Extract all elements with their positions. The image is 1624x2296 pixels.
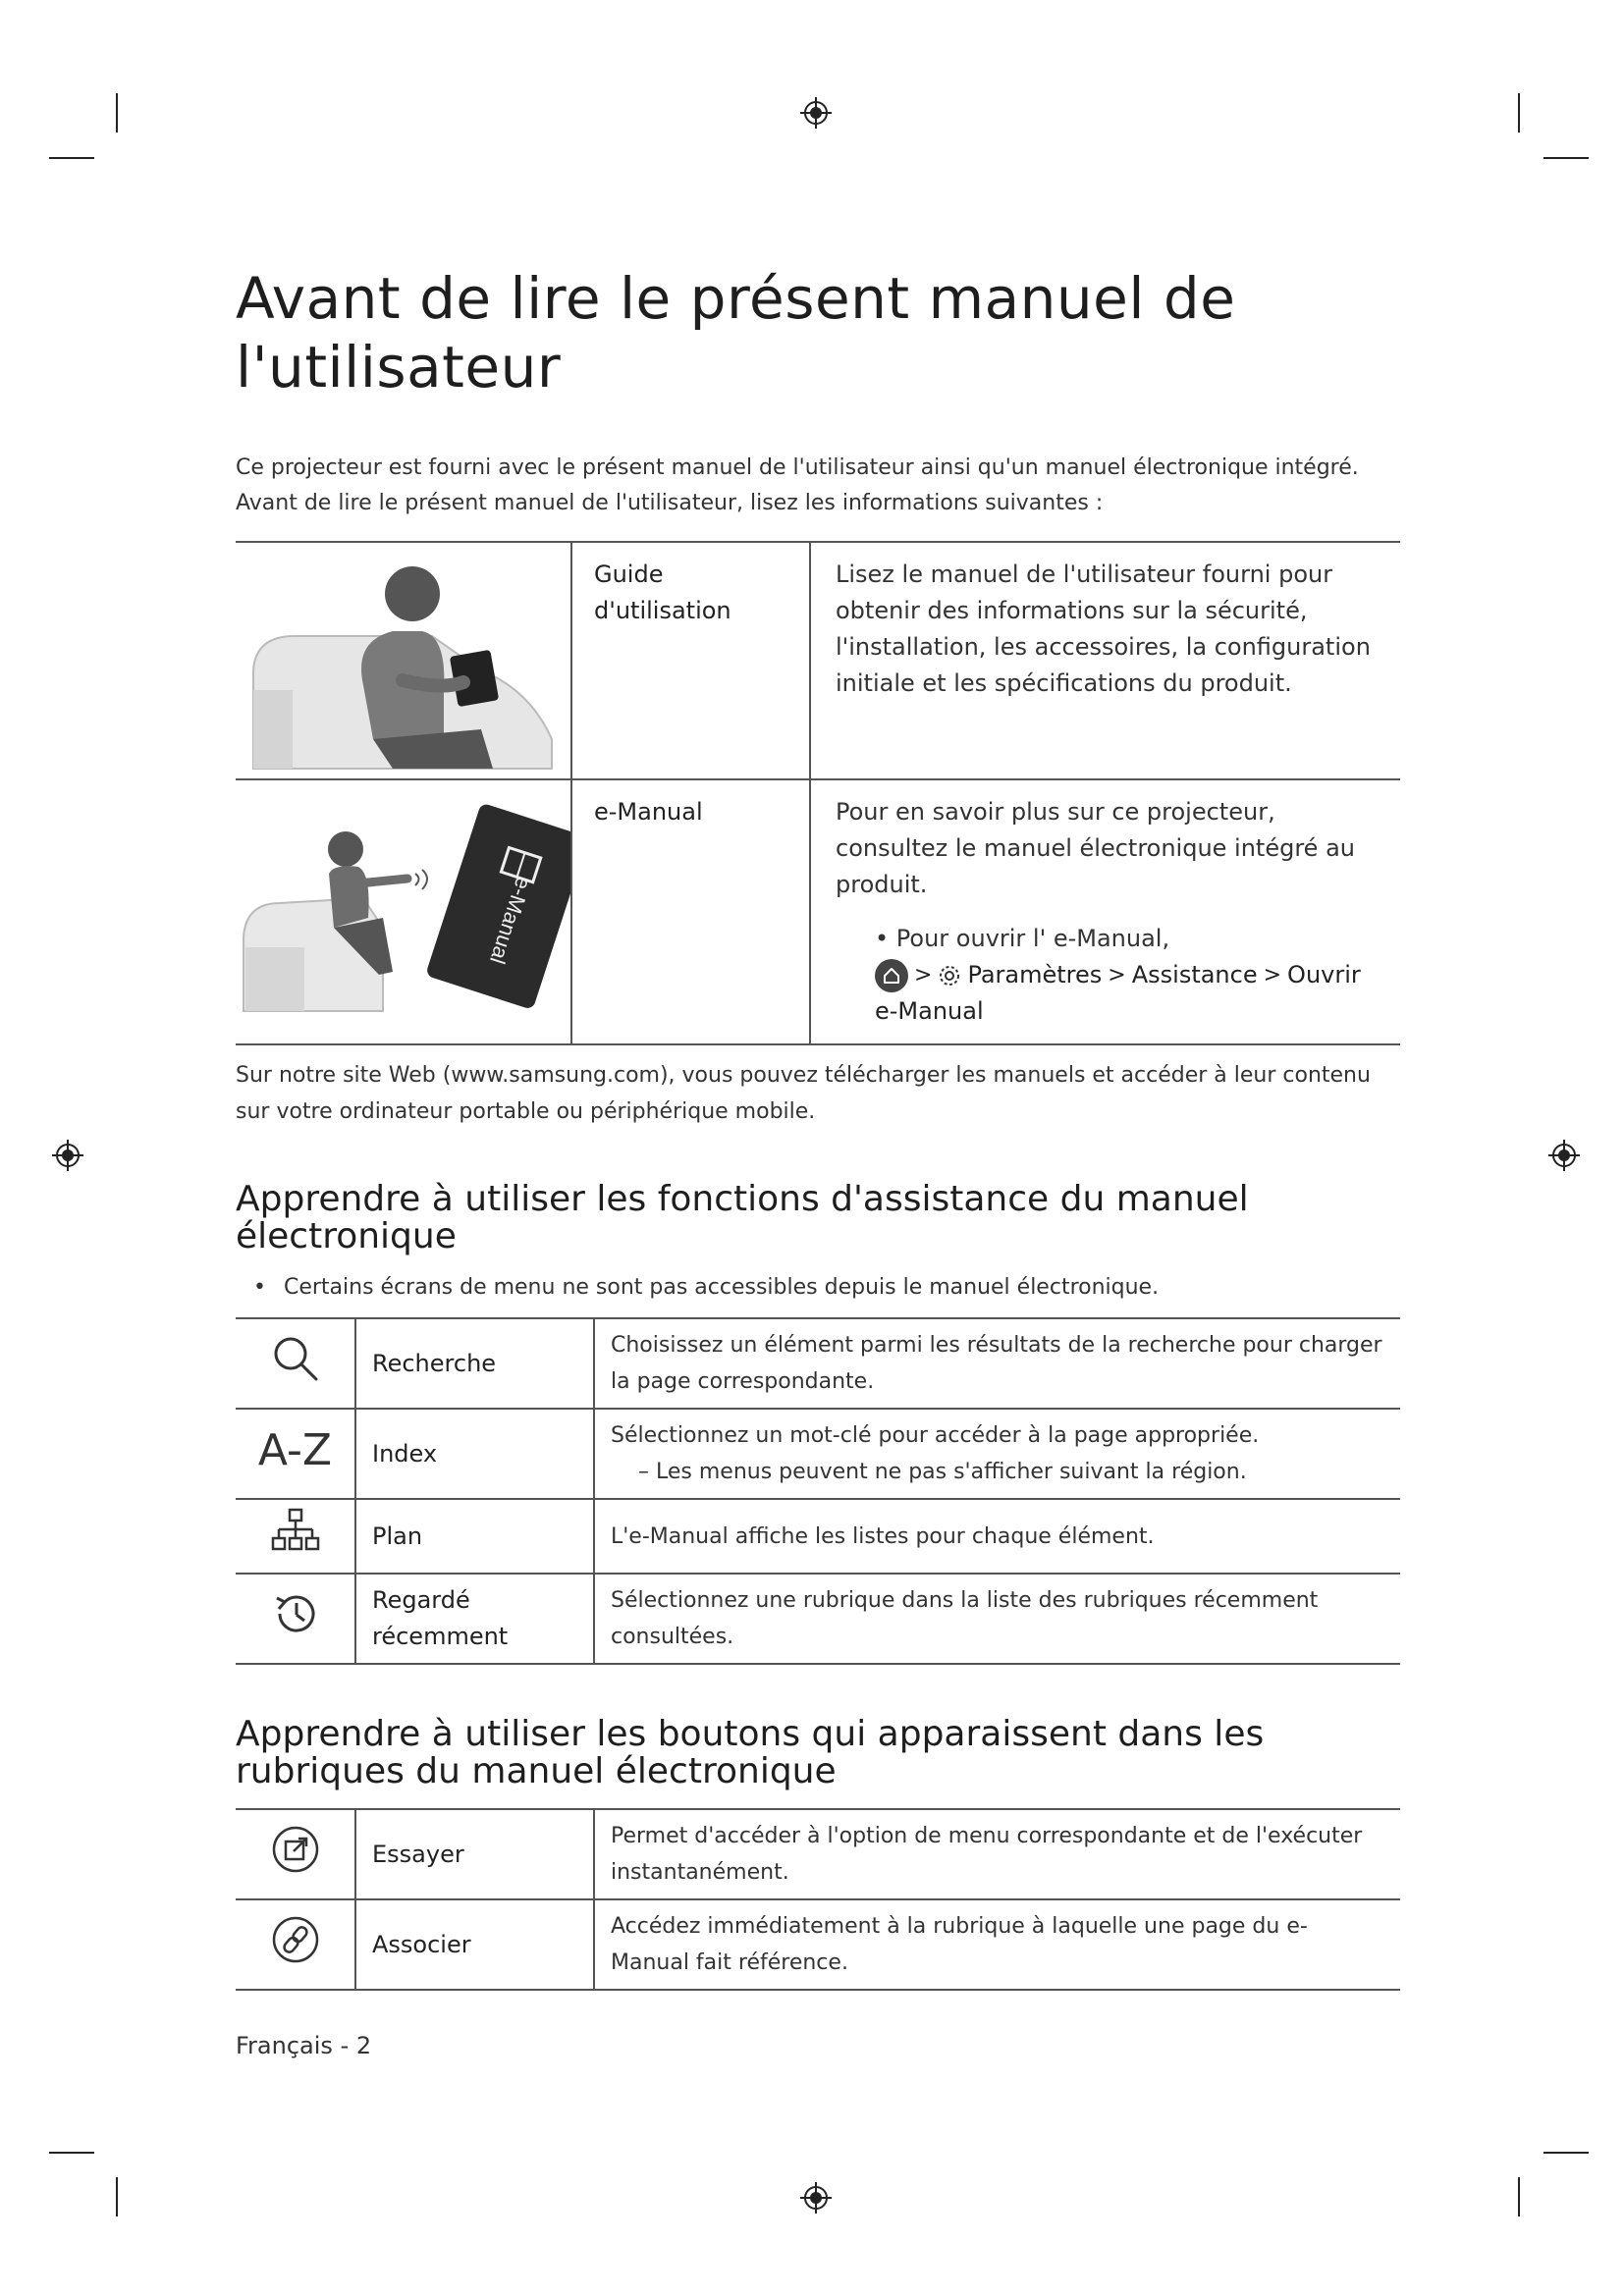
guide-row [236,542,1400,779]
crop-mark [1518,2177,1520,2216]
table-row [236,1574,1400,1664]
crop-mark [116,2177,118,2216]
help-features-table [236,1317,1400,1665]
table-row [236,1499,1400,1574]
guide-desc-cell [810,542,1400,779]
feature-name: Recherche [355,1318,594,1409]
gear-icon [938,964,961,988]
intro-line: Ce projecteur est fourni avec le présent manuel de l'utilisateur ainsi qu'un manuel électronique intégré. [236,455,1359,481]
feature-desc: Sélectionnez un mot-clé pour accéder à la page appropriée. [611,1423,1260,1449]
registration-mark-icon [1547,1139,1581,1172]
page-footer: Français - 2 [236,2032,372,2059]
guide-name-cell [571,542,810,779]
emanual-bullet: • Pour ouvrir l' e-Manual, [875,925,1170,953]
emanual-menu-path [875,957,1376,993]
button-name: Associer [355,1899,594,1990]
registration-mark-icon [51,1139,84,1172]
crop-mark [1543,157,1589,159]
az-icon: A-Z [257,1425,333,1476]
feature-desc: L'e-Manual affiche les listes pour chaque élément. [594,1499,1400,1574]
button-name: Essayer [355,1809,594,1899]
crop-mark [49,2152,94,2154]
feature-name: Regardé récemment [355,1574,594,1664]
icon-cell [236,1499,355,1574]
feature-desc: Sélectionnez une rubrique dans la liste des rubriques récemment consultées. [594,1574,1400,1664]
crop-mark [1518,93,1520,133]
search-icon [270,1333,321,1384]
emanual-desc: Pour en savoir plus sur ce projecteur, consultez le manuel électronique intégré au produit. [836,798,1355,899]
section-heading: Apprendre à utiliser les fonctions d'assistance du manuel électronique [236,1179,1249,1257]
emanual-desc-cell [810,779,1400,1044]
table-row [236,1809,1400,1899]
registration-mark-icon [799,2181,833,2215]
watching-tv-illustration [236,780,570,1026]
page-title: Avant de lire le présent manuel de l'utilisateur [236,265,1236,400]
path-assistance: Assistance [1131,961,1258,989]
note-text: Certains écrans de menu ne sont pas accessibles depuis le manuel électronique. [283,1275,1160,1301]
icon-cell [236,1574,355,1664]
emanual-illustration-cell [236,779,571,1044]
path-separator: > [1108,963,1126,988]
emanual-name-cell [571,779,810,1044]
button-desc: Permet d'accéder à l'option de menu correspondante et de l'exécuter instantanément. [594,1809,1400,1899]
button-desc: Accédez immédiatement à la rubrique à laquelle une page du e-Manual fait référence. [594,1899,1400,1990]
web-note: Sur notre site Web (www.samsung.com), vous pouvez télécharger les manuels et accéder à leur contenu sur votre ordinateur portable ou périphérique mobile. [236,1063,1371,1125]
feature-name: Index [355,1409,594,1499]
crop-mark [116,93,118,133]
icon-cell [236,1318,355,1409]
guide-desc: Lisez le manuel de l'utilisateur fourni pour obtenir des informations sur la sécurité, l'installation, les accessoires, la configuration initiale et les spécifications du produit. [836,561,1371,698]
help-buttons-table [236,1808,1400,1991]
crop-mark [49,157,94,159]
table-row [236,1409,1400,1499]
path-separator: > [914,963,933,988]
guide-illustration-cell [236,542,571,779]
icon-cell [236,1899,355,1990]
feature-desc: Choisissez un élément parmi les résultats de la recherche pour charger la page correspondante. [594,1318,1400,1409]
emanual-row [236,779,1400,1044]
link-icon [270,1914,321,1965]
guide-name: Guide d'utilisation [594,561,731,625]
icon-cell [236,1409,355,1499]
path-separator: > [1263,963,1282,988]
tv-screen-label: e-Manual [485,874,537,968]
table-row [236,1318,1400,1409]
intro-line: Avant de lire le présent manuel de l'utilisateur, lisez les informations suivantes : [236,491,1104,516]
section-note [253,1275,1400,1300]
sitemap-icon [270,1508,321,1555]
guide-table [236,541,1400,1045]
registration-mark-icon [799,96,833,130]
history-icon [270,1588,321,1639]
path-settings: Paramètres [967,961,1103,989]
page-content [236,265,1400,1991]
try-now-icon [270,1824,321,1875]
feature-desc-cell [594,1409,1400,1499]
icon-cell [236,1809,355,1899]
intro-text [236,451,1400,521]
home-icon [875,959,908,992]
crop-mark [1543,2152,1589,2154]
note-bullet: • [253,1275,266,1301]
feature-name: Plan [355,1499,594,1574]
emanual-name: e-Manual [594,798,703,827]
reading-person-illustration [236,543,570,778]
section-heading: Apprendre à utiliser les boutons qui apparaissent dans les rubriques du manuel électronique [236,1714,1265,1792]
feature-sub-note: – Les menus peuvent ne pas s'afficher suivant la région. [638,1460,1247,1485]
table-row [236,1899,1400,1990]
path-open: Ouvrir [1287,961,1361,989]
path-emanual: e-Manual [875,997,984,1026]
